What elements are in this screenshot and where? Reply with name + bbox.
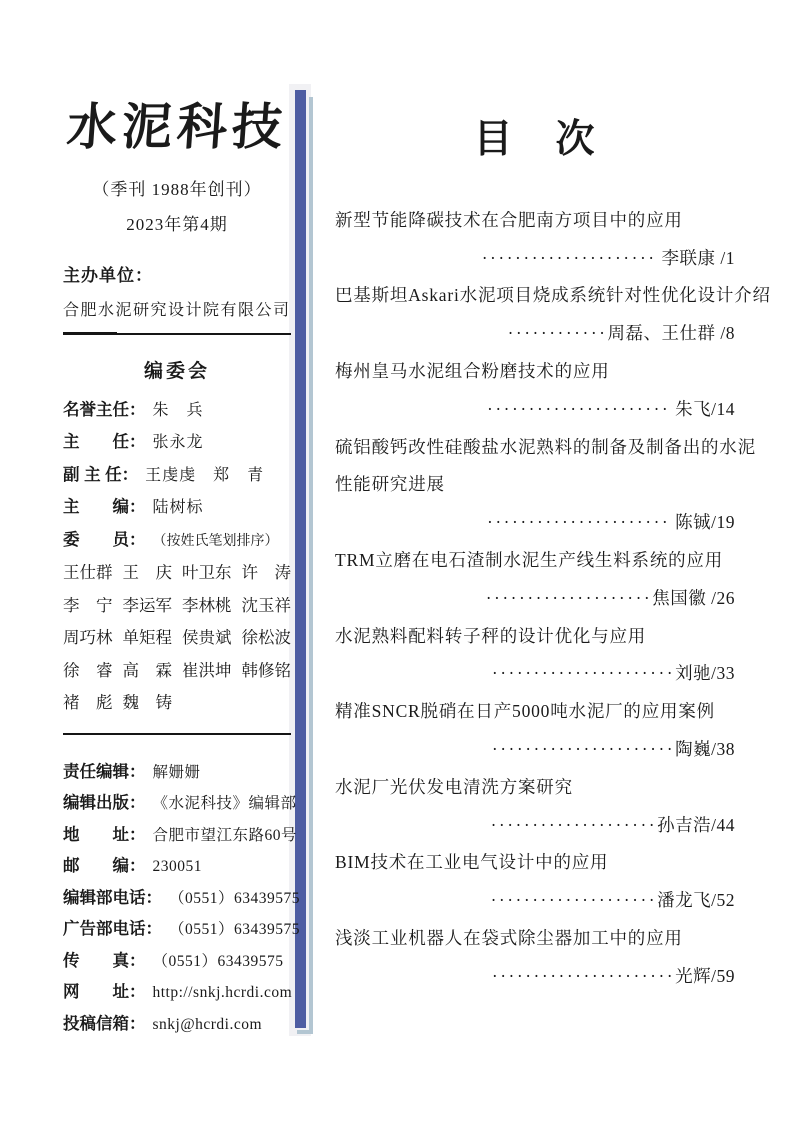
pub-label: 编辑出版： — [63, 794, 146, 812]
accent-bar-shadow-bottom — [297, 1030, 313, 1034]
toc-column — [335, 116, 771, 996]
role-value: 朱 兵 — [152, 401, 204, 419]
organizer-label: 主办单位： — [63, 265, 153, 285]
toc-entry-title: 巴基斯坦Askari水泥项目烧成系统针对性优化设计介绍 — [335, 285, 771, 306]
pub-label: 地 址： — [63, 825, 146, 844]
role-label: 名誉主任： — [63, 400, 146, 419]
board-member: 褚 彪 — [63, 693, 113, 712]
toc-entry-title: 水泥熟料配料转子秤的设计优化与应用 — [335, 625, 647, 646]
pub-label: 网 址： — [63, 983, 146, 1001]
role-value: 张永龙 — [152, 434, 204, 451]
toc-entry-title: 浅淡工业机器人在袋式除尘器加工中的应用 — [335, 927, 683, 948]
toc-entry — [335, 202, 735, 278]
divider-rule-bottom — [63, 733, 291, 735]
board-roles — [63, 394, 291, 557]
pub-label: 投稿信箱： — [63, 1014, 146, 1033]
toc-entry — [335, 920, 735, 996]
toc-entry-leader — [335, 731, 735, 769]
role-value: 陆树标 — [152, 499, 204, 516]
left-column — [63, 96, 301, 1040]
board-member: 魏 铸 — [122, 693, 172, 712]
board-member: 李运军 — [122, 595, 172, 615]
pub-label: 邮 编： — [63, 857, 146, 875]
board-members — [63, 557, 291, 720]
toc-entry — [335, 429, 756, 542]
leader-dots: ······················ — [487, 398, 671, 419]
board-member: 徐松波 — [241, 628, 291, 647]
toc-entry-leader — [335, 391, 735, 429]
pub-value: （0551）63439575 — [169, 889, 301, 907]
toc-entry-credit: 朱飞/14 — [670, 398, 735, 419]
leader-dots: ····················· — [481, 247, 657, 268]
board-member: 许 涛 — [241, 563, 291, 582]
pub-value: snkj@hcrdi.com — [152, 1015, 263, 1033]
toc-entry-leader — [335, 655, 735, 693]
leader-dots: ············ — [507, 323, 608, 344]
board-member: 王 庆 — [122, 563, 172, 582]
leader-dots: ······················ — [491, 738, 676, 759]
pub-row — [63, 946, 291, 978]
board-member: 周巧林 — [63, 628, 113, 647]
pub-row — [63, 914, 301, 946]
pub-row — [63, 757, 291, 789]
pub-row — [63, 820, 298, 852]
toc-entry — [335, 769, 735, 845]
leader-dots: ······················ — [491, 663, 676, 684]
board-role-row — [63, 524, 291, 557]
board-member: 高 霖 — [122, 660, 172, 680]
board-role-row — [63, 394, 291, 427]
pub-value: 合肥市望江东路60号 — [152, 826, 298, 844]
role-label: 委 员： — [63, 530, 146, 549]
toc-entry-credit: 光辉/59 — [675, 965, 735, 986]
toc-entry-title: 精准SNCR脱硝在日产5000吨水泥厂的应用案例 — [335, 701, 715, 722]
role-label: 副 主 任： — [63, 465, 139, 484]
pub-row — [63, 977, 291, 1009]
toc-entry-credit: 潘龙飞/52 — [657, 890, 735, 911]
publishing-info — [63, 757, 301, 1041]
toc-entry-credit: 焦国徽 /26 — [652, 587, 735, 608]
board-member: 崔洪坤 — [182, 660, 232, 680]
board-heading: 编委会 — [143, 360, 210, 382]
board-member: 侯贵斌 — [182, 628, 232, 647]
board-member: 李 宁 — [63, 595, 113, 615]
board-member: 李林桃 — [182, 595, 232, 615]
board-role-row — [63, 459, 291, 492]
toc-entry-title: 梅州皇马水泥组合粉磨技术的应用 — [335, 360, 610, 381]
toc-entry-title: 硫铝酸钙改性硅酸盐水泥熟料的制备及制备出的水泥 — [335, 436, 756, 457]
toc-entry-title: 新型节能降碳技术在合肥南方项目中的应用 — [335, 209, 683, 230]
toc-list — [335, 202, 771, 996]
toc-entry-leader — [335, 504, 735, 542]
toc-entry-title-line2: 性能研究进展 — [335, 474, 445, 495]
board-member: 单矩程 — [122, 628, 172, 647]
toc-entry — [335, 618, 735, 694]
toc-entry — [335, 353, 735, 429]
toc-entry-title: TRM立磨在电石渣制水泥生产线生料系统的应用 — [335, 549, 724, 570]
leader-dots: ···················· — [490, 890, 658, 911]
toc-heading: 目 次 — [473, 116, 597, 162]
pub-value: 《水泥科技》编辑部 — [152, 795, 297, 812]
journal-subtitle: （季刊 1988年创刊） — [92, 179, 262, 199]
pub-row — [63, 851, 291, 883]
toc-entry — [335, 693, 735, 769]
toc-entry-leader — [335, 240, 735, 278]
board-role-row — [63, 426, 291, 459]
board-member: 韩修铭 — [241, 660, 291, 680]
toc-entry-leader — [335, 580, 735, 618]
toc-entry — [335, 844, 735, 920]
organizer-name: 合肥水泥研究设计院有限公司 — [63, 301, 291, 319]
pub-value: （0551）63439575 — [169, 921, 301, 938]
board-member: 叶卫东 — [182, 563, 232, 582]
pub-value: 230051 — [152, 858, 202, 875]
pub-label: 传 真： — [63, 951, 146, 970]
role-label: 主 编： — [63, 498, 146, 516]
toc-entry-leader — [335, 315, 735, 353]
board-member: 王仕群 — [63, 563, 113, 582]
journal-title: 水泥科技 — [64, 97, 290, 156]
toc-entry — [335, 277, 771, 353]
pub-value: 解姗姗 — [152, 763, 201, 781]
leader-dots: ···················· — [485, 587, 653, 608]
toc-entry-title: BIM技术在工业电气设计中的应用 — [335, 852, 609, 873]
leader-dots: ······················ — [487, 512, 671, 533]
board-role-row — [63, 491, 291, 524]
toc-entry-leader — [335, 882, 735, 920]
pub-value: http://snkj.hcrdi.com — [152, 984, 293, 1001]
leader-dots: ······················ — [491, 965, 676, 986]
toc-entry-title: 水泥厂光伏发电清洗方案研究 — [335, 776, 573, 797]
toc-entry-credit: 孙吉浩/44 — [657, 814, 735, 835]
divider-rule-top — [63, 333, 291, 335]
role-value: 王虔虔 郑 青 — [145, 466, 265, 484]
pub-label: 责任编辑： — [63, 762, 146, 781]
accent-bar-shadow — [309, 97, 313, 1034]
pub-row — [63, 883, 301, 915]
pub-label: 编辑部电话： — [63, 888, 162, 907]
toc-entry-credit: 刘驰/33 — [675, 663, 735, 684]
board-member: 沈玉祥 — [241, 595, 291, 615]
toc-entry-credit: 周磊、王仕群 /8 — [607, 323, 735, 344]
toc-entry-credit: 李联康 /1 — [656, 247, 735, 268]
toc-entry-leader — [335, 807, 735, 845]
toc-entry-credit: 陶巍/38 — [675, 738, 735, 759]
role-value: （按姓氏笔划排序） — [152, 533, 279, 549]
role-label: 主 任： — [63, 433, 146, 451]
toc-entry-leader — [335, 958, 735, 996]
board-member: 徐 睿 — [63, 660, 113, 680]
pub-row — [63, 1009, 291, 1041]
journal-issue: 2023年第4期 — [126, 214, 228, 234]
leader-dots: ···················· — [490, 814, 658, 835]
pub-label: 广告部电话： — [63, 920, 162, 938]
toc-entry-credit: 陈铖/19 — [670, 512, 735, 533]
pub-row — [63, 788, 297, 820]
toc-entry — [335, 542, 735, 618]
pub-value: （0551）63439575 — [152, 952, 284, 970]
